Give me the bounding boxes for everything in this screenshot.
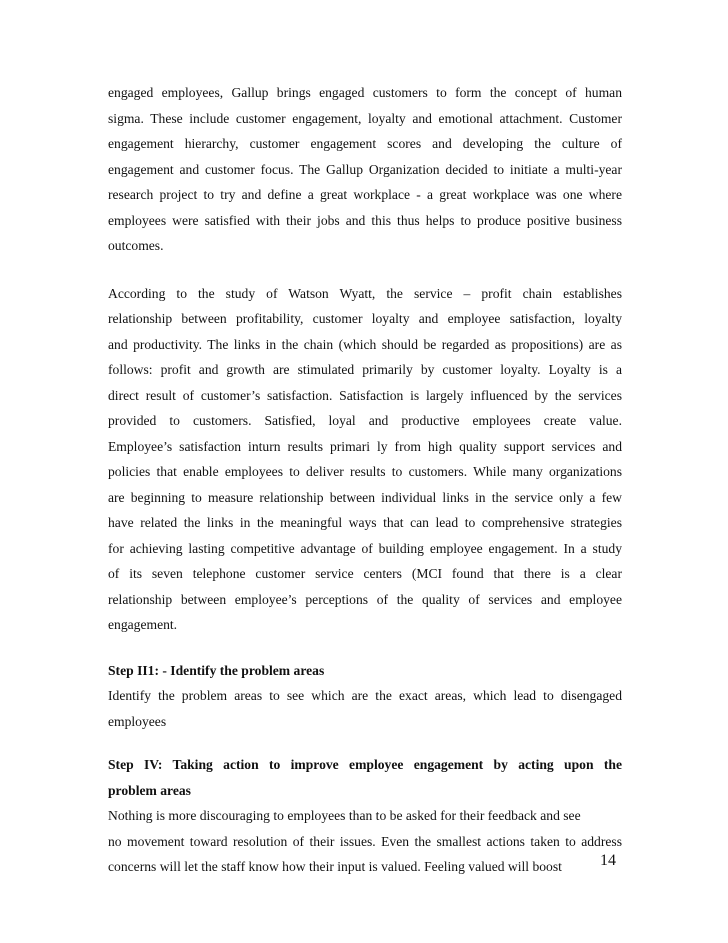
text-line: have related the links in the meaningful ways that can lead to comprehensive strategies bbox=[108, 515, 622, 530]
text-line: no movement toward resolution of their issues. Even the smallest actions taken to address bbox=[108, 833, 622, 849]
text-line: engaged employees, Gallup brings engaged customers to form the concept of human bbox=[108, 85, 622, 100]
text-line: concerns will let the staff know how their input is valued. Feeling valued will boost bbox=[108, 859, 562, 874]
text-line: relationship between profitability, customer loyalty and employee satisfaction, loyalty bbox=[108, 311, 622, 326]
section-step-3 bbox=[108, 658, 622, 735]
text-line: sigma. These include customer engagement, loyalty and emotional attachment. Customer bbox=[108, 110, 622, 126]
text-line: employees bbox=[108, 713, 167, 729]
section-step-4 bbox=[108, 752, 622, 880]
text-line: and productivity. The links in the chain (which should be regarded as propositions) are as bbox=[108, 336, 622, 352]
text-line: policies that enable employees to deliver results to customers. While many organizations bbox=[108, 464, 622, 479]
text-line: Step II1: - Identify the problem areas bbox=[108, 662, 325, 678]
text-line: Employee’s satisfaction inturn results primari ly from high quality support services and bbox=[108, 438, 622, 454]
paragraph-spacer bbox=[108, 259, 622, 281]
text-line: engagement hierarchy, customer engagement scores and developing the culture of bbox=[108, 136, 622, 151]
text-line: engagement. bbox=[108, 617, 178, 632]
paragraph-spacer bbox=[108, 638, 622, 658]
paragraph-spacer bbox=[108, 734, 622, 752]
section-heading-step-3 bbox=[108, 658, 622, 684]
text-line: According to the study of Watson Wyatt, the service – profit chain establishes bbox=[108, 285, 622, 301]
paragraph-step-3 bbox=[108, 683, 622, 734]
text-line: Step IV: Taking action to improve employee engagement by acting upon the bbox=[108, 757, 622, 772]
text-line: engagement and customer focus. The Gallup Organization decided to initiate a multi-year bbox=[108, 161, 622, 177]
text-line: employees were satisfied with their jobs and this thus helps to produce positive business bbox=[108, 212, 622, 228]
text-line: follows: profit and growth are stimulated primarily by customer loyalty. Loyalty is a bbox=[108, 362, 622, 377]
paragraph-gallup bbox=[108, 80, 622, 259]
text-line: for achieving lasting competitive advantage of building employee engagement. In a study bbox=[108, 540, 622, 556]
text-line: Nothing is more discouraging to employees than to be asked for their feedback and see bbox=[108, 808, 581, 823]
text-line: outcomes. bbox=[108, 238, 164, 253]
text-line: research project to try and define a great workplace - a great workplace was one where bbox=[108, 187, 622, 202]
paragraph-step-4 bbox=[108, 803, 622, 880]
text-line: relationship between employee’s perceptions of the quality of services and employee bbox=[108, 591, 622, 607]
paragraph-watson-wyatt bbox=[108, 281, 622, 638]
page-number: 14 bbox=[600, 852, 616, 869]
text-line: direct result of customer’s satisfaction. Satisfaction is largely influenced by the services bbox=[108, 387, 622, 403]
text-line: Identify the problem areas to see which are the exact areas, which lead to disengaged bbox=[108, 688, 622, 703]
text-line: are beginning to measure relationship between individual links in the service only a few bbox=[108, 489, 622, 505]
document-page bbox=[108, 80, 622, 880]
text-line: provided to customers. Satisfied, loyal and productive employees create value. bbox=[108, 413, 622, 428]
section-heading-step-4 bbox=[108, 752, 622, 803]
text-line: of its seven telephone customer service centers (MCI found that there is a clear bbox=[108, 566, 622, 581]
text-line: problem areas bbox=[108, 782, 191, 798]
